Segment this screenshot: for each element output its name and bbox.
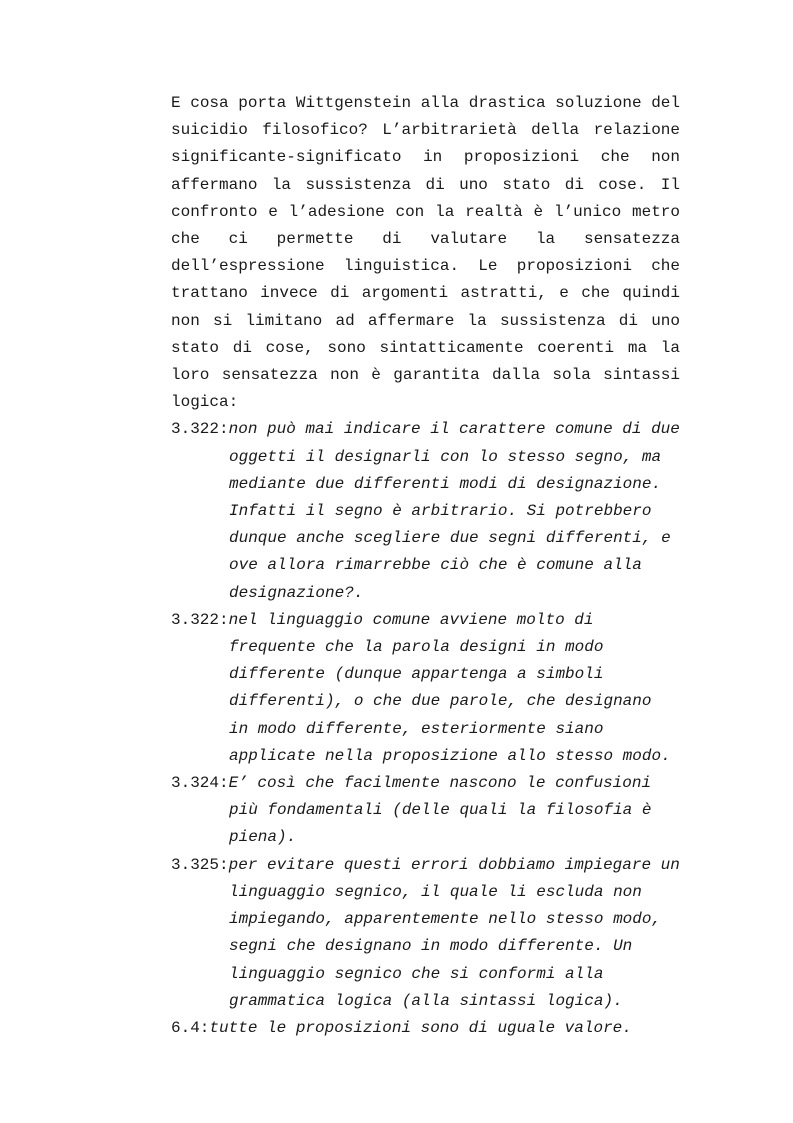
quote-text: tutte le proposizioni sono di uguale valore. [209,1018,632,1037]
quote-text: nel linguaggio comune avviene molto di frequente che la parola designi in modo differente (dunque appartenga a simboli differenti), o che due parole, che designano in modo differente, esteriormente siano applicate nella proposizione allo stesso modo. [228,610,671,765]
quote-text: per evitare questi errori dobbiamo impiegare un linguaggio segnico, il quale li escluda non impiegando, apparentemente nello stesso modo, segni che designano in modo differente. Un linguaggio segnico che si conformi alla grammatica logica (alla sintassi logica). [228,855,680,1010]
quote-number: 3.325: [171,855,229,874]
quote-item [171,1015,680,1042]
quote-item [171,770,680,852]
intro-paragraph: E cosa porta Wittgenstein alla drastica soluzione del suicidio filosofico? L’arbitrarietà della relazione significante-significato in proposizioni che non affermano la sussistenza di uno stato di cose. Il confronto e l’adesione con la realtà è l’unico metro che ci permette di valutare la sensatezza dell’espressione linguistica. Le proposizioni che trattano invece di argomenti astratti, e che quindi non si limitano ad affermare la sussistenza di uno stato di cose, sono sintatticamente coerenti ma la loro sensatezza non è garantita dalla sola sintassi logica: [171,94,680,412]
quote-item [171,416,680,606]
quote-number: 3.322: [171,610,229,629]
quote-number: 6.4: [171,1018,210,1037]
document-page [171,90,680,1042]
quote-item [171,607,680,770]
quote-item [171,852,680,1015]
quote-number: 3.324: [171,774,229,793]
quote-number: 3.322: [171,420,229,439]
quote-text: E’ così che facilmente nascono le confusioni più fondamentali (delle quali la filosofia è piena). [228,774,652,847]
quote-text: non può mai indicare il carattere comune di due oggetti il designarli con lo stesso segno, ma mediante due differenti modi di designazione. Infatti il segno è arbitrario. Si potrebbero dunque anche scegliere due segni differenti, e ove allora rimarrebbe ciò che è comune alla designazione?. [228,420,680,602]
quote-list [171,416,680,1042]
